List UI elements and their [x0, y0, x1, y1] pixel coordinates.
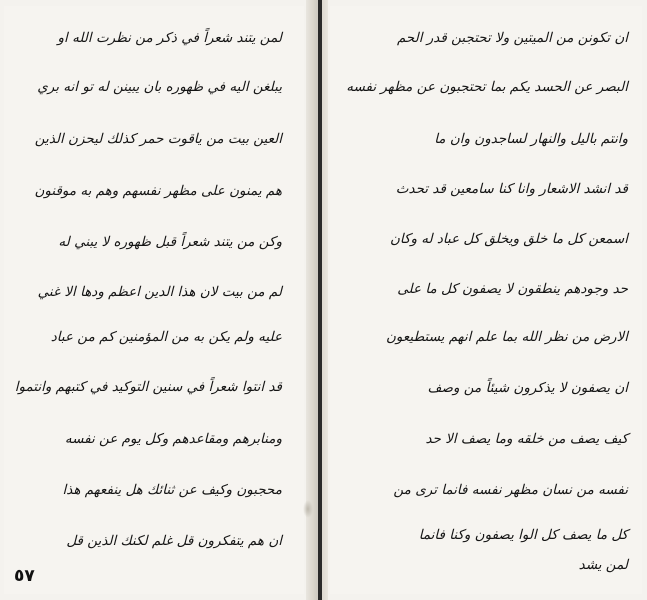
right-line: ان تكونن من الميتين ولا تحتجبن قدر الحم [396, 30, 628, 46]
right-line: نفسه من نسان مظهر نفسه فانما ترى من [393, 482, 628, 498]
right-line: وانتم باليل والنهار لساجدون وان ما [434, 131, 628, 147]
right-line: كل ما يصف كل الوا يصفون وكنا فانما [418, 527, 628, 543]
right-line: البصر عن الحسد يكم بما تحتجبون عن مظهر نفسه [346, 79, 628, 95]
page-number: ٥٧ [14, 566, 35, 586]
left-line: العين بيت من ياقوت حمر كذلك ليحزن الذين [34, 131, 282, 147]
left-line: يبلغن اليه في ظهوره بان يبينن له تو انه بري [37, 79, 282, 95]
gutter-shadow [318, 0, 322, 600]
right-line: قد انشد الاشعار وانا كنا سامعين قد تحدث [395, 181, 628, 197]
right-line: لمن يشد [578, 557, 628, 573]
left-line: ان هم يتفكرون قل غلم لكنك الذين قل [66, 533, 282, 549]
right-line: حد وجودهم ينطقون لا يصفون كل ما على [397, 281, 628, 297]
left-page [4, 6, 304, 594]
paper-stain [303, 500, 313, 518]
right-line: ان يصفون لا يذكرون شيئاً من وصف [427, 380, 628, 396]
right-line: اسمعن كل ما خلق ويخلق كل عباد له وكان [389, 231, 628, 247]
left-line: لمن يتند شعراً في ذكر من نظرت الله او [57, 30, 282, 46]
left-line: ومنابرهم ومقاعدهم وكل يوم عن نفسه [64, 431, 282, 447]
left-line: وكن من يتند شعراً قبل ظهوره لا يبني له [58, 234, 282, 250]
right-line: كيف يصف من خلقه وما يصف الا حد [425, 431, 628, 447]
left-line: هم يمنون على مظهر نفسهم وهم به موقنون [34, 183, 282, 199]
left-line: لم من بيت لان هذا الدين اعظم ودها الا غني [37, 284, 282, 300]
left-line: عليه ولم يكن به من المؤمنين كم من عباد [50, 329, 282, 345]
right-line: الارض من نظر الله بما علم انهم يستطيعون [385, 329, 628, 345]
left-line: محجبون وكيف عن ثنائك هل ينفعهم هذا [62, 482, 282, 498]
right-page [330, 6, 642, 594]
left-line: قد انتوا شعراً في سنين التوكيد في كتبهم وانتموا [14, 379, 282, 395]
